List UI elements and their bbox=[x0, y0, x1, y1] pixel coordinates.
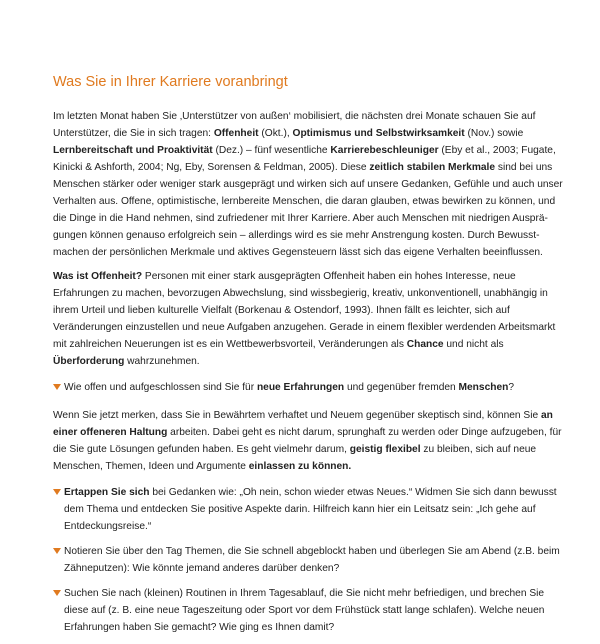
tip-bullet: Ertappen Sie sich bei Gedanken wie: „Oh nein, schon wieder etwas Neues.“ Widmen Sie sich dann bewusst dem Thema und entdecken Sie positive Aspekte darin. Hilfreich kann hier ein Leitsatz sein: „Ich gehe auf Entdeckungsreise.“ bbox=[53, 484, 563, 535]
question-bullet: Wie offen und aufgeschlossen sind Sie für neue Erfahrungen und gegenüber fremden Menschen? bbox=[53, 379, 563, 396]
bullet-triangle-icon bbox=[53, 548, 61, 554]
tip-bullet: Suchen Sie nach (kleinen) Routinen in Ihrem Tagesablauf, die Sie nicht mehr befriedigen, und brechen Sie diese auf (z. B. eine neue Tageszeitung oder Sport vor dem Frühstück statt lange schlafen). Welche neuen Erfahrungen haben Sie gemacht? Wie ging es Ihnen damit? bbox=[53, 585, 563, 636]
offenheit-paragraph: Was ist Offenheit? Personen mit einer stark ausgeprägten Offenheit haben ein hohes Interesse, neue Erfahrungen zu machen, bevorzugen Abwechslung, sind wissbegierig, kreativ, unkonventionell, unabhängig in ihrem Urteil und lieben kulturelle Vielfalt (Borkenau & Ostendorf, 1993). Ihnen fällt es leichter, sich auf Veränderungen einzustellen und neue Aufgaben anzugehen. Gerade in einem flexibler werdenden Arbeitsmarkt mit zahlreichen Neuerungen ist es ein Wettbewerbsvorteil, Veränderungen als Chance und nicht als Überforderung wahrzunehmen. bbox=[53, 271, 556, 367]
bullet-triangle-icon bbox=[53, 384, 61, 390]
intro-paragraph: Im letzten Monat haben Sie ‚Unterstützer von außen‘ mobilisiert, die nächsten drei Monate schauen Sie auf Unterstützer, die Sie in sich tragen: Offenheit (Okt.), Optimismus und Selbstwirksamkeit (Nov.) sowie Lernbereitschaft und Proaktivität (Dez.) – fünf wesentliche Karrierebeschleuniger (Eby et al., 2003; Fugate, Kinicki & Ashforth, 2004; Ng, Eby, Sorensen & Feldman, 2005). Diese zeitlich stabilen Merkmale sind bei uns Menschen stärker oder weniger stark ausgeprägt und wirken sich auf unsere Gedanken, Gefühle und auch unser Verhalten aus. Offene, optimistische, lernbereite Menschen, die daran glauben, etwas bewirken zu können, und die Dinge in die Hand nehmen, sind zufriedener mit Ihrer Karriere. Aber auch Menschen mit niedrigen Ausprägungen können genauso erfolgreich sein – allerdings wird es sie mehr Anstrengung kosten. Durch Bewusstmachen der persönlichen Merkmale und aktives Gegensteuern lässt sich das eigene Verhalten beeinflussen. bbox=[53, 111, 563, 258]
bullet-triangle-icon bbox=[53, 489, 61, 495]
body-text bbox=[53, 108, 563, 644]
tip-bullet: Notieren Sie über den Tag Themen, die Sie schnell abgeblockt haben und überlegen Sie am Abend (z.B. beim Zähneputzen): Wie könnte jemand anderes darüber denken? bbox=[53, 543, 563, 577]
advice-paragraph: Wenn Sie jetzt merken, dass Sie in Bewährtem verhaftet und Neuem gegenüber skeptisch sind, können Sie an einer offeneren Haltung arbeiten. Dabei geht es nicht darum, sprunghaft zu werden oder Dinge aufzugeben, für die Sie gute Lösungen gefunden haben. Es geht vielmehr darum, geistig flexibel zu bleiben, sich auf neue Menschen, Themen, Ideen und Argumente einlassen zu können. bbox=[53, 410, 562, 472]
bullet-triangle-icon bbox=[53, 590, 61, 596]
section-heading: Was Sie in Ihrer Karriere voranbringt bbox=[53, 74, 288, 90]
